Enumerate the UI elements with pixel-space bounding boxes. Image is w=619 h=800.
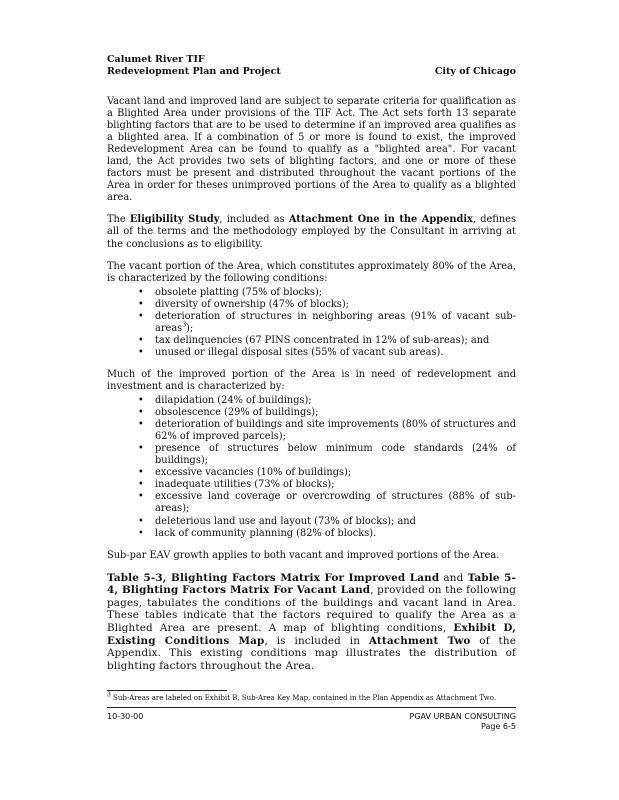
footer-date: 10-30-00 <box>107 712 144 721</box>
list-item <box>138 515 516 528</box>
paragraph-criteria: Vacant land and improved land are subject to separate criteria for qualification as a Blighted Area under provisions of the TIF Act. The Act sets forth 13 separate blighting factors that are to be used to determine if an improved area qualifies as a blighted area. If a combination of 5 or more is found to exist, the improved Redevelopment Area can be found to qualify as a "blighted area". For vacant land, the Act provides two sets of blighting factors, and one or more of these factors must be present and distributed throughout the vacant portions of the Area in order for theses unimproved portions of the Area to qualify as a blighted area. <box>107 96 516 204</box>
header-city: City of Chicago <box>434 66 516 77</box>
list-item-text: lack of community planning (82% of blocks). <box>155 527 377 539</box>
bullet-icon: • <box>138 310 144 322</box>
list-item-text: tax delinquencies (67 PINS concentrated in 12% of sub-areas); and <box>155 334 490 346</box>
text-span: of the Appendix. This existing conditions map illustrates the distribution of blighting factors throughout the Area. <box>107 634 516 672</box>
list-item <box>138 407 516 419</box>
paragraph-eav-growth: Sub-par EAV growth applies to both vacant and improved portions of the Area. <box>107 549 500 561</box>
list-item-text: diversity of ownership (47% of blocks); <box>155 298 349 310</box>
footer-right <box>410 712 517 732</box>
footnote-text: Sub-Areas are labeled on Exhibit B, Sub-Area Key Map, contained in the Plan Appendix as Attachment Two. <box>110 694 497 702</box>
footer-firm: PGAV URBAN CONSULTING <box>409 712 516 721</box>
list-item-text: deterioration of buildings and site improvements (80% of structures and 62% of improved parcels); <box>155 419 516 443</box>
bullet-icon: • <box>138 419 144 431</box>
list-item-text: obsolescence (29% of buildings); <box>155 407 319 419</box>
text-span: The <box>107 214 130 226</box>
bullet-icon: • <box>138 467 144 479</box>
text-span: and <box>439 571 468 584</box>
paragraph-vacant-intro: The vacant portion of the Area, which constitutes approximately 80% of the Area, is characterized by the following conditions: <box>107 260 516 284</box>
paragraph-improved-intro: Much of the improved portion of the Area is in need of redevelopment and investment and is characterized by: <box>107 368 516 392</box>
footnote-number: 3 <box>107 691 111 699</box>
header-subtitle: Redevelopment Plan and Project <box>107 66 281 77</box>
list-item-text: dilapidation (24% of buildings); <box>155 395 312 407</box>
list-item-text: ); <box>186 322 194 334</box>
bullet-icon: • <box>138 286 144 298</box>
improved-conditions-list <box>107 395 516 540</box>
text-span: , is included in <box>264 634 369 647</box>
list-item <box>138 443 516 467</box>
bullet-icon: • <box>138 491 144 503</box>
bullet-icon: • <box>138 395 144 407</box>
bullet-icon: • <box>138 407 144 419</box>
list-item-text: excessive land coverage or overcrowding of structures (88% of sub-areas); <box>155 491 516 515</box>
list-item <box>138 527 516 540</box>
list-item <box>138 479 516 491</box>
footnote <box>107 691 516 703</box>
list-item-text: unused or illegal disposal sites (55% of vacant sub areas). <box>155 346 444 358</box>
bullet-icon: • <box>138 527 144 539</box>
page-number: Page 6-5 <box>481 722 516 731</box>
list-item <box>138 419 516 443</box>
body-text <box>107 96 516 682</box>
list-item <box>138 491 516 515</box>
attachment-one-ref: Attachment One in the Appendix <box>288 214 473 226</box>
list-item <box>138 467 516 479</box>
text-span: , provided on the following pages, tabulates the conditions of the buildings and vacant land in Area. These tables indicate that the factors required to qualify the Area as a Blighted Area are present. A map of blighting conditions, <box>107 584 516 635</box>
list-item-text: deleterious land use and layout (73% of blocks); and <box>155 515 416 527</box>
header-project-name <box>107 54 516 66</box>
paragraph-eligibility-study <box>107 214 516 250</box>
list-item-text: obsolete platting (75% of blocks); <box>155 286 323 298</box>
exhibit-d-ref: Exhibit D, Existing Conditions Map <box>107 622 516 647</box>
footnote-marker: 3 <box>182 321 187 329</box>
bullet-icon: • <box>138 515 144 527</box>
page-footer <box>107 712 516 731</box>
bullet-icon: • <box>138 334 144 346</box>
list-item-text: deterioration of structures in neighboring areas (91% of vacant sub-areas <box>155 310 516 334</box>
text-span: , defines all of the terms and the methodology employed by the Consultant in arriving at the conclusions as to eligibility. <box>107 214 516 250</box>
text-span: , included as <box>219 214 289 226</box>
paragraph-tables-reference <box>107 572 516 673</box>
list-item <box>138 346 516 359</box>
footnote-divider <box>107 690 227 691</box>
bullet-icon: • <box>138 443 144 455</box>
list-item <box>138 395 516 407</box>
bullet-icon: • <box>138 346 144 358</box>
vacant-conditions-list <box>107 287 516 359</box>
header-subtitle-row <box>107 66 516 78</box>
bullet-icon: • <box>138 298 144 310</box>
bullet-icon: • <box>138 479 144 491</box>
header-title: Calumet River TIF <box>107 54 205 65</box>
list-item <box>138 298 516 311</box>
table-5-3-ref: Table 5-3, Blighting Factors Matrix For Improved Land <box>107 571 440 584</box>
footer-divider <box>107 707 516 708</box>
list-item <box>138 310 516 335</box>
table-5-4-ref: Table 5-4, Blighting Factors Matrix For Vacant Land <box>107 571 516 597</box>
list-item <box>138 286 516 299</box>
list-item-text: inadequate utilities (73% of blocks); <box>155 479 335 491</box>
list-item <box>138 334 516 347</box>
eligibility-study-ref: Eligibility Study <box>129 214 220 226</box>
list-item-text: excessive vacancies (10% of buildings); <box>155 467 352 479</box>
attachment-two-ref: Attachment Two <box>368 634 471 647</box>
list-item-text: presence of structures below minimum code standards (24% of buildings); <box>155 443 516 467</box>
